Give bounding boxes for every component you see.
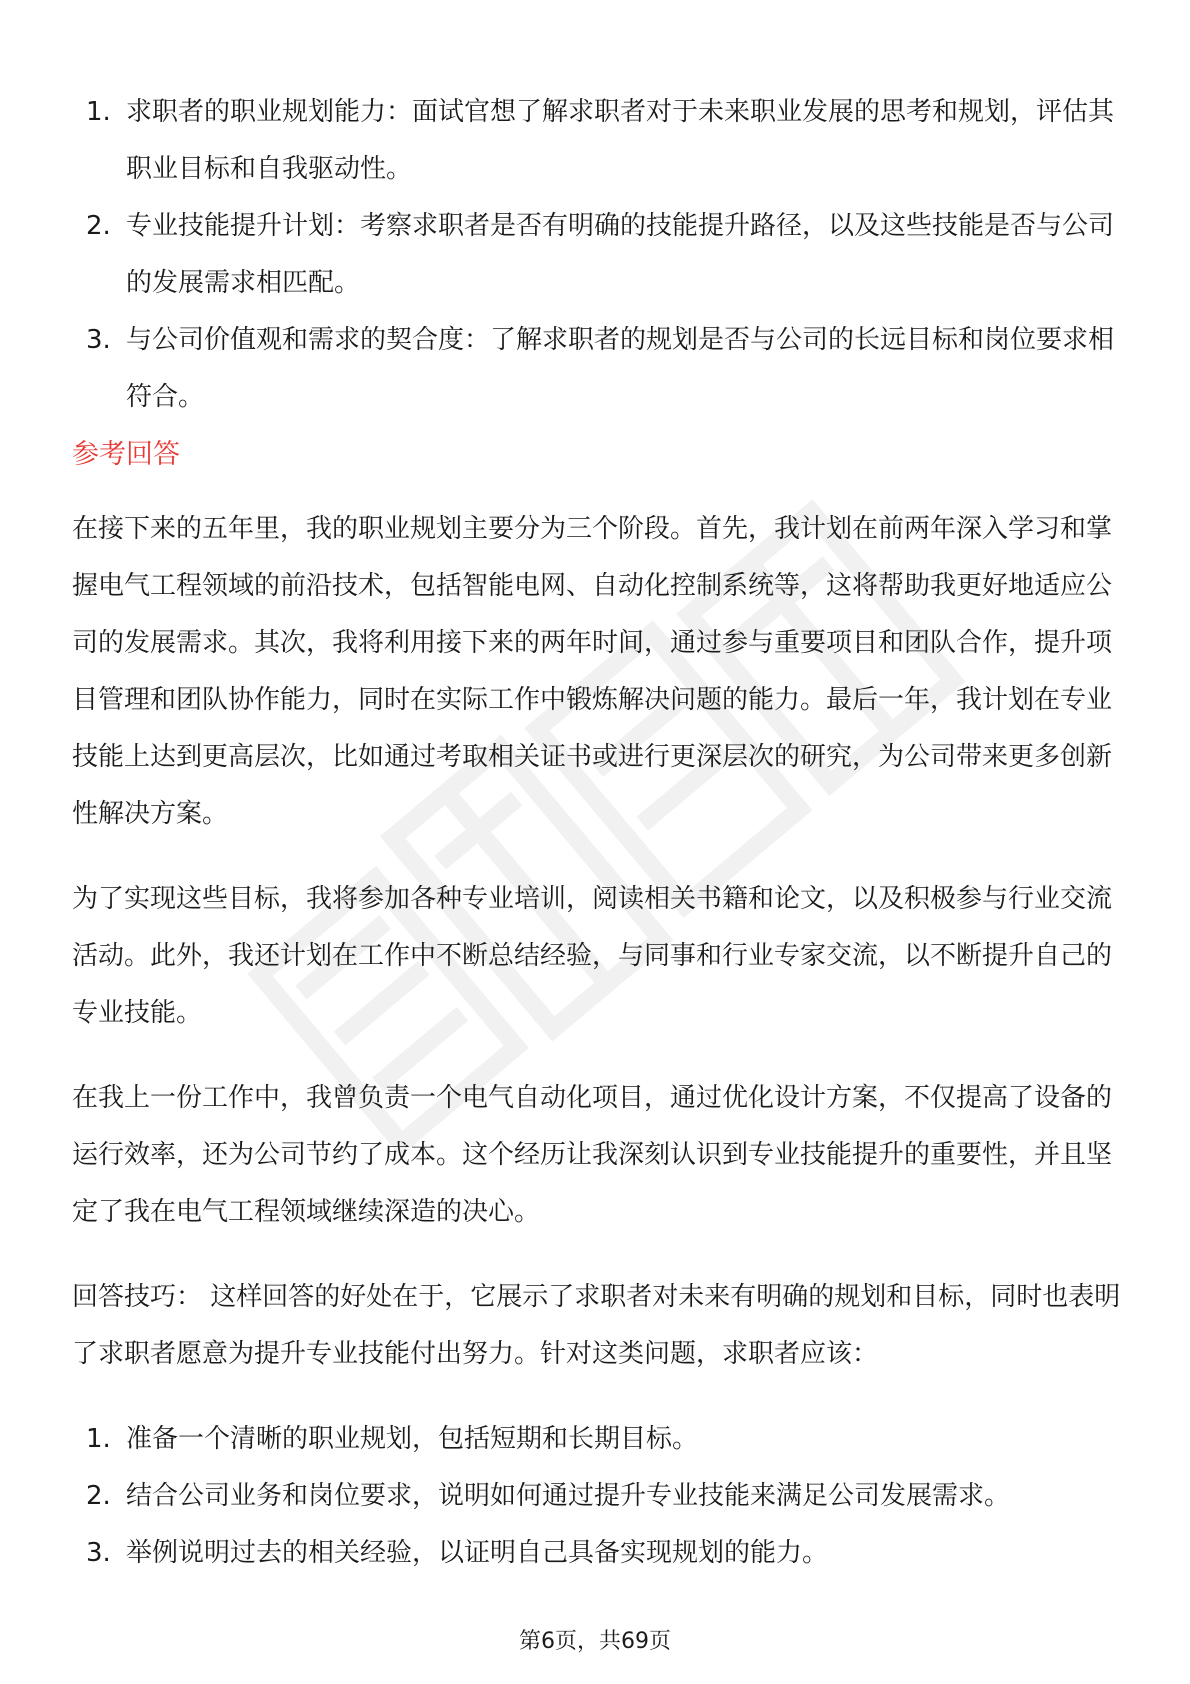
answer-tips-paragraph: 回答技巧： 这样回答的好处在于，它展示了求职者对未来有明确的规划和目标，同时也表明了求职者愿意为提升专业技能付出努力。针对这类问题，求职者应该： xyxy=(72,1282,1121,1369)
list-text: 结合公司业务和岗位要求，说明如何通过提升专业技能来满足公司发展需求。 xyxy=(126,1481,1011,1511)
list-number: 1. xyxy=(86,97,111,127)
answer-paragraph: 在接下来的五年里，我的职业规划主要分为三个阶段。首先，我计划在前两年深入学习和掌握电气工程领域的前沿技术，包括智能电网、自动化控制系统等，这将帮助我更好地适应公司的发展需求。其次，我将利用接下来的两年时间，通过参与重要项目和团队合作，提升项目管理和团队协作能力，同时在实际工作中锻炼解决问题的能力。最后一年，我计划在专业技能上达到更高层次，比如通过考取相关证书或进行更深层次的研究，为公司带来更多创新性解决方案。 xyxy=(72,514,1113,829)
list-number: 3. xyxy=(86,1538,111,1568)
list-item xyxy=(72,1525,1132,1582)
page-content xyxy=(72,84,1132,1582)
interview-intent-list xyxy=(72,84,1132,426)
list-item xyxy=(72,1411,1132,1468)
reference-answer-heading: 参考回答 xyxy=(72,439,180,470)
answer-paragraph: 在我上一份工作中，我曾负责一个电气自动化项目，通过优化设计方案，不仅提高了设备的运行效率，还为公司节约了成本。这个经历让我深刻认识到专业技能提升的重要性，并且坚定了我在电气工程领域继续深造的决心。 xyxy=(72,1083,1113,1227)
list-number: 1. xyxy=(86,1424,111,1454)
list-number: 2. xyxy=(86,1481,111,1511)
list-text: 专业技能提升计划：考察求职者是否有明确的技能提升路径，以及这些技能是否与公司的发展需求相匹配。 xyxy=(126,211,1115,298)
list-number: 3. xyxy=(86,325,111,355)
list-item xyxy=(72,1468,1132,1525)
list-text: 举例说明过去的相关经验，以证明自己具备实现规划的能力。 xyxy=(126,1538,829,1568)
list-text: 与公司价值观和需求的契合度：了解求职者的规划是否与公司的长远目标和岗位要求相符合。 xyxy=(126,325,1115,412)
list-number: 2. xyxy=(86,211,111,241)
list-item xyxy=(72,84,1132,198)
answer-tips-list xyxy=(72,1411,1132,1582)
page-number: 第6页，共69页 xyxy=(519,1629,671,1654)
list-item xyxy=(72,312,1132,426)
list-text: 求职者的职业规划能力：面试官想了解求职者对于未来职业发展的思考和规划，评估其职业目标和自我驱动性。 xyxy=(126,97,1115,184)
list-text: 准备一个清晰的职业规划，包括短期和长期目标。 xyxy=(126,1424,699,1454)
list-item xyxy=(72,198,1132,312)
answer-paragraph: 为了实现这些目标，我将参加各种专业培训，阅读相关书籍和论文，以及积极参与行业交流活动。此外，我还计划在工作中不断总结经验，与同事和行业专家交流，以不断提升自己的专业技能。 xyxy=(72,884,1113,1028)
